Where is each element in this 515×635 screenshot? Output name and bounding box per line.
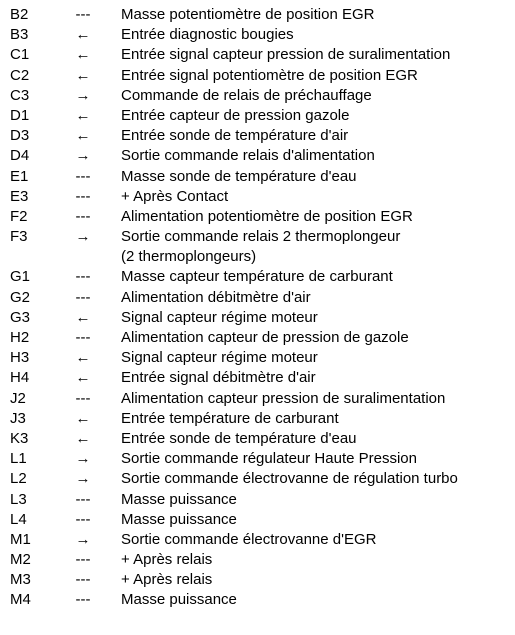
direction-symbol: --- [75, 187, 91, 205]
pin-code: F3 [10, 228, 28, 246]
direction-symbol: → [75, 228, 91, 246]
pin-code: L1 [10, 450, 27, 468]
pin-description: Alimentation débitmètre d'air [121, 288, 311, 306]
pin-code: L3 [10, 490, 27, 508]
pin-description: Entrée signal débitmètre d'air [121, 369, 316, 387]
pin-description: Sortie commande électrovanne de régulation turbo [121, 470, 458, 488]
table-row [0, 187, 515, 207]
pin-code: D1 [10, 106, 30, 124]
direction-symbol: --- [75, 490, 91, 508]
direction-symbol: --- [75, 389, 91, 407]
pin-description: Alimentation potentiomètre de position EGR [121, 207, 413, 225]
pin-description: Sortie commande relais 2 thermoplongeur [121, 228, 401, 246]
direction-symbol: ← [75, 26, 91, 44]
pin-description: Sortie commande régulateur Haute Pression [121, 450, 417, 468]
pin-code: H4 [10, 369, 30, 387]
pin-code: J2 [10, 389, 26, 407]
pin-description: (2 thermoplongeurs) [121, 248, 257, 266]
direction-symbol: ← [75, 349, 91, 367]
table-row [0, 389, 515, 409]
pin-code: B2 [10, 6, 29, 23]
table-row [0, 45, 515, 65]
table-row [0, 490, 515, 510]
direction-symbol: --- [75, 207, 91, 225]
table-row [0, 469, 515, 489]
table-row [0, 409, 515, 429]
pin-code: K3 [10, 429, 29, 447]
pin-description: Signal capteur régime moteur [121, 349, 318, 367]
pin-code: C1 [10, 46, 30, 64]
pin-code: M4 [10, 591, 31, 609]
pin-code: D4 [10, 147, 30, 165]
table-row [0, 328, 515, 348]
table-row [0, 348, 515, 368]
direction-symbol: ← [75, 369, 91, 387]
pin-code: G1 [10, 268, 31, 286]
pin-code: D3 [10, 127, 30, 145]
table-row [0, 570, 515, 590]
direction-symbol: --- [75, 268, 91, 286]
direction-symbol: ← [75, 409, 91, 427]
pin-code: G3 [10, 308, 31, 326]
direction-symbol: --- [75, 6, 91, 23]
pin-description: + Après relais [121, 551, 213, 569]
table-row [0, 368, 515, 388]
pin-description: Signal capteur régime moteur [121, 308, 318, 326]
pin-description: Entrée capteur de pression gazole [121, 106, 350, 124]
table-row [0, 86, 515, 106]
direction-symbol: --- [75, 591, 91, 609]
pin-code: L2 [10, 470, 27, 488]
table-row [0, 227, 515, 247]
direction-symbol: → [75, 470, 91, 488]
pin-code: M3 [10, 571, 31, 589]
direction-symbol: --- [75, 510, 91, 528]
pin-description: Entrée sonde de température d'air [121, 127, 349, 145]
direction-symbol: → [75, 86, 91, 104]
table-row [0, 449, 515, 469]
pin-description: Masse puissance [121, 510, 237, 528]
table-row [0, 126, 515, 146]
table-row [0, 590, 515, 610]
direction-symbol: → [75, 530, 91, 548]
table-row [0, 308, 515, 328]
direction-symbol: --- [75, 551, 91, 569]
pin-description: + Après Contact [121, 187, 229, 205]
direction-symbol: ← [75, 127, 91, 145]
table-row [0, 106, 515, 126]
pin-code: M1 [10, 530, 31, 548]
pin-description: Masse potentiomètre de position EGR [121, 6, 375, 23]
pin-code: F2 [10, 207, 28, 225]
pin-description: Entrée diagnostic bougies [121, 26, 294, 44]
pin-description: Commande de relais de préchauffage [121, 86, 372, 104]
direction-symbol: → [75, 147, 91, 165]
table-row [0, 207, 515, 227]
pin-description: Masse puissance [121, 490, 237, 508]
table-row [0, 146, 515, 166]
pin-code: H2 [10, 329, 30, 346]
table-row [0, 288, 515, 308]
pin-description: Masse puissance [121, 591, 237, 609]
pin-code: G2 [10, 288, 31, 306]
pin-code: L4 [10, 510, 27, 528]
pin-description: Entrée température de carburant [121, 409, 339, 427]
pin-description: Masse sonde de température d'eau [121, 167, 357, 185]
table-row [0, 267, 515, 287]
table-row [0, 66, 515, 86]
pin-code: J3 [10, 409, 26, 427]
pin-description: + Après relais [121, 571, 213, 589]
direction-symbol: ← [75, 308, 91, 326]
pin-description: Entrée sonde de température d'eau [121, 429, 357, 447]
direction-symbol: ← [75, 429, 91, 447]
pin-description: Entrée signal potentiomètre de position EGR [121, 66, 418, 84]
table-row [0, 429, 515, 449]
direction-symbol: --- [75, 167, 91, 185]
table-row [0, 167, 515, 187]
table-row [0, 5, 515, 25]
table-row [0, 530, 515, 550]
pin-description: Alimentation capteur pression de suralimentation [121, 389, 446, 407]
direction-symbol: ← [75, 66, 91, 84]
pin-code: B3 [10, 26, 29, 44]
direction-symbol: → [75, 450, 91, 468]
direction-symbol: --- [75, 288, 91, 306]
direction-symbol: --- [75, 329, 91, 346]
table-row [0, 550, 515, 570]
pin-code: C3 [10, 86, 30, 104]
pin-code: M2 [10, 551, 31, 569]
pin-description: Alimentation capteur de pression de gazole [121, 329, 409, 346]
pin-description: Masse capteur température de carburant [121, 268, 393, 286]
table-row [0, 510, 515, 530]
direction-symbol: --- [75, 571, 91, 589]
pin-description: Sortie commande électrovanne d'EGR [121, 530, 377, 548]
table-row [0, 247, 515, 267]
pin-code: E1 [10, 167, 29, 185]
pin-code: C2 [10, 66, 30, 84]
pin-description: Entrée signal capteur pression de suralimentation [121, 46, 451, 64]
direction-symbol: ← [75, 46, 91, 64]
pin-code: H3 [10, 349, 30, 367]
pin-description: Sortie commande relais d'alimentation [121, 147, 375, 165]
pin-table [0, 5, 515, 611]
direction-symbol: ← [75, 106, 91, 124]
table-row [0, 25, 515, 45]
pin-code: E3 [10, 187, 29, 205]
